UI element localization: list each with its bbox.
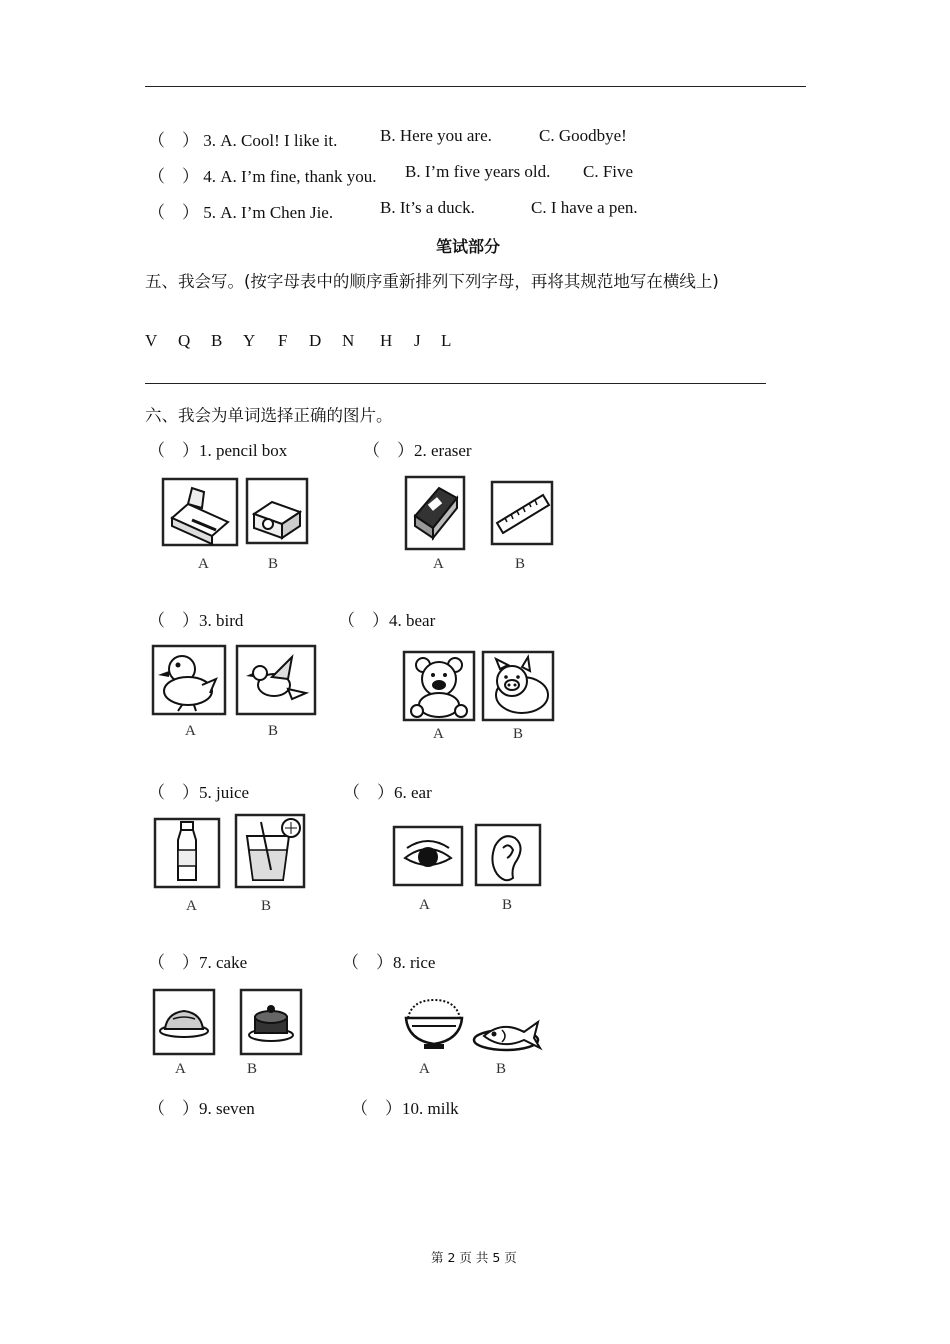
question-word: 6. ear bbox=[394, 783, 432, 802]
letter: L bbox=[441, 331, 452, 350]
option-b-caption: B bbox=[513, 726, 524, 742]
writing-line[interactable] bbox=[145, 383, 766, 384]
option-b-caption: B bbox=[502, 897, 513, 913]
answer-paren[interactable]: （ ） bbox=[338, 611, 389, 630]
pencil-sharpener-icon[interactable] bbox=[246, 478, 308, 544]
question-7 bbox=[148, 948, 247, 973]
listening-item-3-c: C. Goodbye! bbox=[539, 126, 627, 145]
question-word: 1. pencil box bbox=[199, 441, 288, 460]
answer-paren[interactable]: （ ） bbox=[148, 203, 199, 222]
option-b-caption: B bbox=[268, 556, 279, 572]
option-a-caption: A bbox=[433, 556, 444, 572]
answer-paren[interactable]: （ ） bbox=[148, 783, 199, 802]
answer-paren[interactable]: （ ） bbox=[148, 441, 199, 460]
letter: N bbox=[342, 331, 355, 350]
letter: Q bbox=[178, 331, 191, 350]
option-b-caption: B bbox=[261, 898, 272, 914]
eraser-icon[interactable] bbox=[405, 476, 465, 550]
pencil-box-icon[interactable] bbox=[162, 478, 238, 546]
option-b-caption: B bbox=[496, 1061, 507, 1077]
question-9 bbox=[148, 1094, 255, 1119]
question-word: 2. eraser bbox=[414, 441, 472, 460]
question-word: 9. seven bbox=[199, 1099, 255, 1118]
section-6-heading: 六、我会为单词选择正确的图片。 bbox=[145, 406, 393, 425]
letter: V bbox=[145, 331, 158, 350]
question-word: 7. cake bbox=[199, 953, 248, 972]
eye-icon[interactable] bbox=[393, 826, 463, 886]
written-section-title: 笔试部分 bbox=[436, 237, 501, 256]
letter-list bbox=[145, 331, 451, 351]
pig-icon[interactable] bbox=[482, 651, 554, 721]
letter: Y bbox=[243, 331, 256, 350]
letter: B bbox=[211, 331, 223, 350]
question-1 bbox=[148, 436, 287, 461]
option-a-caption: A bbox=[419, 1061, 430, 1077]
answer-paren[interactable]: （ ） bbox=[148, 953, 199, 972]
question-8 bbox=[342, 948, 435, 973]
letter: H bbox=[380, 331, 393, 350]
section-5-heading: 五、我会写。(按字母表中的顺序重新排列下列字母，再将其规范地写在横线上) bbox=[145, 272, 719, 291]
option-a: 4. A. I’m fine, thank you. bbox=[203, 167, 377, 186]
option-a-caption: A bbox=[198, 556, 209, 572]
option-a-caption: A bbox=[175, 1061, 186, 1077]
option-a-caption: A bbox=[419, 897, 430, 913]
letter: F bbox=[278, 331, 288, 350]
option-a-caption: A bbox=[186, 898, 197, 914]
bird-icon[interactable] bbox=[236, 645, 316, 715]
ear-icon[interactable] bbox=[475, 824, 541, 886]
question-4 bbox=[338, 606, 435, 631]
ruler-icon[interactable] bbox=[491, 481, 553, 545]
listening-item-5-b: B. It’s a duck. bbox=[380, 198, 475, 217]
listening-item-5 bbox=[148, 198, 333, 223]
question-2 bbox=[363, 436, 472, 461]
listening-item-4-c: C. Five bbox=[583, 162, 634, 181]
duck-icon[interactable] bbox=[152, 645, 226, 715]
bear-icon[interactable] bbox=[403, 651, 475, 721]
option-a-caption: A bbox=[185, 723, 196, 739]
answer-paren[interactable]: （ ） bbox=[148, 131, 199, 150]
option-a-caption: A bbox=[433, 726, 444, 742]
answer-paren[interactable]: （ ） bbox=[363, 441, 414, 460]
cake-icon[interactable] bbox=[240, 989, 302, 1055]
option-a: 5. A. I’m Chen Jie. bbox=[203, 203, 334, 222]
question-word: 3. bird bbox=[199, 611, 244, 630]
page-footer: 第 2 页 共 5 页 bbox=[431, 1250, 517, 1265]
question-word: 8. rice bbox=[393, 953, 436, 972]
question-word: 4. bear bbox=[389, 611, 436, 630]
letter: D bbox=[309, 331, 322, 350]
answer-paren[interactable]: （ ） bbox=[343, 783, 394, 802]
listening-item-3 bbox=[148, 126, 337, 151]
answer-paren[interactable]: （ ） bbox=[342, 953, 393, 972]
option-b-caption: B bbox=[268, 723, 279, 739]
answer-paren[interactable]: （ ） bbox=[148, 167, 199, 186]
listening-item-5-c: C. I have a pen. bbox=[531, 198, 638, 217]
top-rule bbox=[145, 86, 806, 87]
option-a: 3. A. Cool! I like it. bbox=[203, 131, 338, 150]
rice-bowl-icon[interactable] bbox=[402, 990, 466, 1052]
question-word: 10. milk bbox=[402, 1099, 459, 1118]
question-5 bbox=[148, 778, 249, 803]
question-10 bbox=[351, 1094, 459, 1119]
letter: J bbox=[414, 331, 421, 350]
answer-paren[interactable]: （ ） bbox=[148, 611, 199, 630]
option-b-caption: B bbox=[247, 1061, 258, 1077]
answer-paren[interactable]: （ ） bbox=[148, 1099, 199, 1118]
question-word: 5. juice bbox=[199, 783, 250, 802]
water-bottle-icon[interactable] bbox=[154, 818, 220, 888]
question-3 bbox=[148, 606, 243, 631]
listening-item-4-b: B. I’m five years old. bbox=[405, 162, 551, 181]
listening-item-3-b: B. Here you are. bbox=[380, 126, 492, 145]
answer-paren[interactable]: （ ） bbox=[351, 1099, 402, 1118]
option-b-caption: B bbox=[515, 556, 526, 572]
fish-plate-icon[interactable] bbox=[472, 1012, 544, 1054]
juice-glass-icon[interactable] bbox=[235, 814, 305, 888]
listening-item-4 bbox=[148, 162, 377, 187]
bread-icon[interactable] bbox=[153, 989, 215, 1055]
question-6 bbox=[343, 778, 432, 803]
